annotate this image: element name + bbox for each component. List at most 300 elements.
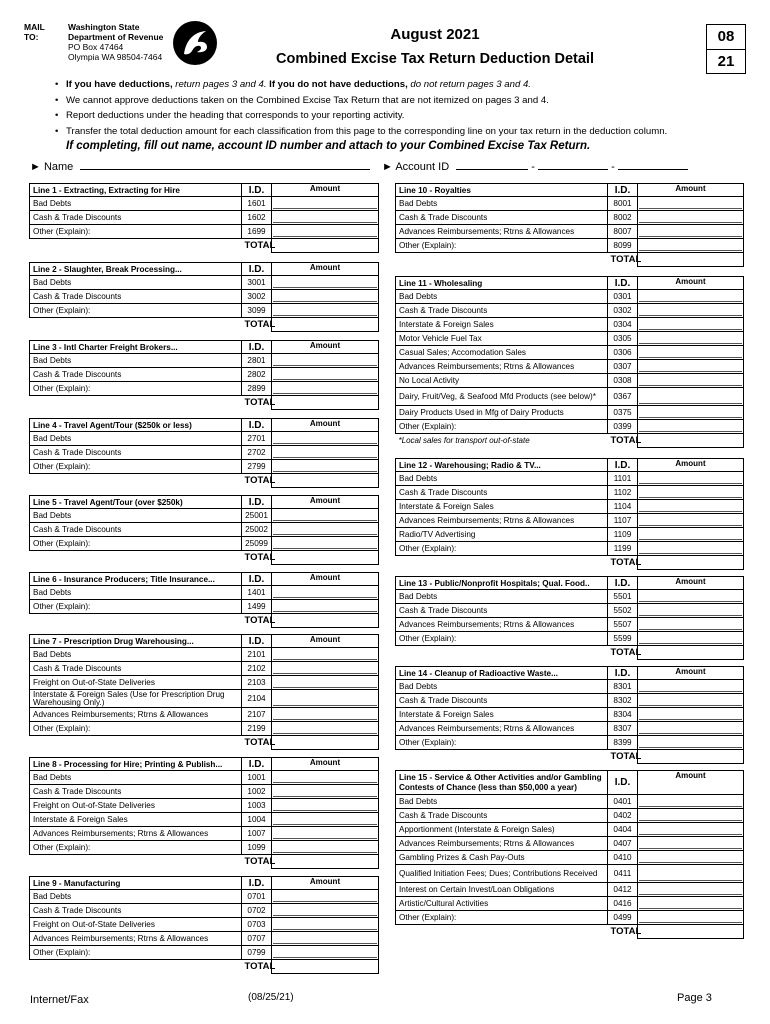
amount-input-0407[interactable] xyxy=(638,837,744,851)
section-footnote xyxy=(396,646,608,660)
amount-input-line xyxy=(273,947,377,958)
amount-input-3001[interactable] xyxy=(272,276,379,290)
deduction-label: Dairy Products Used in Mfg of Dairy Products xyxy=(396,406,608,420)
deduction-id: 1002 xyxy=(242,785,272,799)
total-amount-input[interactable] xyxy=(272,960,379,974)
amount-input-5599[interactable] xyxy=(638,632,744,646)
total-label: TOTAL xyxy=(244,475,276,487)
deduction-id: 0407 xyxy=(608,837,638,851)
amount-input-0308[interactable] xyxy=(638,374,744,388)
deduction-label: Cash & Trade Discounts xyxy=(30,904,242,918)
amount-input-8302[interactable] xyxy=(638,694,744,708)
amount-input-8301[interactable] xyxy=(638,680,744,694)
table-row xyxy=(30,648,379,662)
amount-input-25001[interactable] xyxy=(272,509,379,523)
deduction-id: 0703 xyxy=(242,918,272,932)
amount-input-0411[interactable] xyxy=(638,865,744,883)
id-column-header: I.D. xyxy=(242,496,272,509)
deduction-id: 0702 xyxy=(242,904,272,918)
amount-input-1601[interactable] xyxy=(272,197,379,211)
table-row xyxy=(396,837,744,851)
deduction-id: 2101 xyxy=(242,648,272,662)
account-id-field-1[interactable] xyxy=(456,160,528,170)
table-row xyxy=(30,841,379,855)
deduction-label: Cash & Trade Discounts xyxy=(396,486,608,500)
id-column-header: I.D. xyxy=(608,771,638,795)
address-line: Olympia WA 98504-7464 xyxy=(68,52,163,62)
deduction-id: 1003 xyxy=(242,799,272,813)
amount-input-0302[interactable] xyxy=(638,304,744,318)
amount-input-0702[interactable] xyxy=(272,904,379,918)
amount-input-0304[interactable] xyxy=(638,318,744,332)
section-title: Line 15 - Service & Other Activities and/or Gambling Contests of Chance (less than $50,000 a year) xyxy=(396,771,608,795)
deduction-id: 8302 xyxy=(608,694,638,708)
deduction-id: 0302 xyxy=(608,304,638,318)
deduction-label: Dairy, Fruit/Veg, & Seafood Mfd Products (see below)* xyxy=(396,388,608,406)
amount-input-2102[interactable] xyxy=(272,662,379,676)
total-row xyxy=(30,855,379,869)
table-row xyxy=(30,946,379,960)
amount-input-25099[interactable] xyxy=(272,537,379,551)
total-label: TOTAL xyxy=(610,254,642,266)
deduction-label: Other (Explain): xyxy=(396,911,608,925)
section-title: Line 13 - Public/Nonprofit Hospitals; Qual. Food.. xyxy=(396,577,608,590)
amount-input-8001[interactable] xyxy=(638,197,744,211)
table-row xyxy=(396,239,744,253)
deduction-id: 2799 xyxy=(242,460,272,474)
amount-input-0799[interactable] xyxy=(272,946,379,960)
amount-input-line xyxy=(639,633,742,644)
amount-input-line xyxy=(639,212,742,223)
amount-input-line xyxy=(273,677,377,688)
total-amount-input[interactable] xyxy=(638,434,744,448)
amount-input-2801[interactable] xyxy=(272,354,379,368)
section-title: Line 6 - Insurance Producers; Title Insurance... xyxy=(30,573,242,586)
total-row xyxy=(396,750,744,764)
account-id-field-3[interactable] xyxy=(618,160,688,170)
id-column-header: I.D. xyxy=(242,341,272,354)
deduction-label: Bad Debts xyxy=(396,590,608,604)
deduction-label: Advances Reimbursements; Rtrns & Allowances xyxy=(396,618,608,632)
table-row xyxy=(396,500,744,514)
deduction-label: Qualified Initiation Fees; Dues; Contributions Received xyxy=(396,865,608,883)
deduction-id: 0411 xyxy=(608,865,638,883)
deduction-id: 0308 xyxy=(608,374,638,388)
account-id-separator: - xyxy=(531,161,535,173)
deduction-label: Cash & Trade Discounts xyxy=(396,694,608,708)
deduction-id: 3099 xyxy=(242,304,272,318)
deduction-id: 2899 xyxy=(242,382,272,396)
total-amount-input[interactable] xyxy=(638,750,744,764)
amount-input-1007[interactable] xyxy=(272,827,379,841)
deduction-table-left-7 xyxy=(29,634,379,750)
amount-input-1602[interactable] xyxy=(272,211,379,225)
amount-input-line xyxy=(273,277,377,288)
amount-input-0707[interactable] xyxy=(272,932,379,946)
deduction-id: 3001 xyxy=(242,276,272,290)
deduction-table-right-5 xyxy=(395,666,744,764)
deduction-table-right-3 xyxy=(395,458,744,570)
amount-input-1003[interactable] xyxy=(272,799,379,813)
section-title: Line 7 - Prescription Drug Warehousing... xyxy=(30,635,242,648)
table-row xyxy=(30,523,379,537)
deduction-label: Interstate & Foreign Sales xyxy=(396,500,608,514)
amount-input-line xyxy=(639,361,742,372)
deduction-label: Interstate & Foreign Sales xyxy=(396,318,608,332)
deduction-table-left-1 xyxy=(29,183,379,253)
amount-input-8002[interactable] xyxy=(638,211,744,225)
deduction-label: Other (Explain): xyxy=(30,537,242,551)
amount-input-line xyxy=(639,473,742,484)
section-title: Line 9 - Manufacturing xyxy=(30,877,242,890)
amount-input-3002[interactable] xyxy=(272,290,379,304)
deduction-id: 0499 xyxy=(608,911,638,925)
amount-column-header: Amount xyxy=(272,758,379,771)
amount-input-1499[interactable] xyxy=(272,600,379,614)
amount-input-1099[interactable] xyxy=(272,841,379,855)
deduction-id: 0307 xyxy=(608,360,638,374)
amount-input-line xyxy=(273,649,377,660)
total-amount-input[interactable] xyxy=(272,736,379,750)
total-amount-input[interactable] xyxy=(638,253,744,267)
table-row xyxy=(396,851,744,865)
amount-input-2107[interactable] xyxy=(272,708,379,722)
table-row xyxy=(396,618,744,632)
amount-input-2199[interactable] xyxy=(272,722,379,736)
id-column-header: I.D. xyxy=(242,184,272,197)
deduction-id: 1102 xyxy=(608,486,638,500)
amount-input-5501[interactable] xyxy=(638,590,744,604)
deduction-label: Other (Explain): xyxy=(30,382,242,396)
table-row xyxy=(30,304,379,318)
amount-input-line xyxy=(639,695,742,706)
deduction-id: 25099 xyxy=(242,537,272,551)
deduction-id: 1099 xyxy=(242,841,272,855)
instruction-item: • Transfer the total deduction amount for each classification from this page to the corresponding line on your tax return in the deduction column. xyxy=(66,124,667,140)
amount-input-8399[interactable] xyxy=(638,736,744,750)
table-row xyxy=(396,694,744,708)
deduction-id: 0306 xyxy=(608,346,638,360)
amount-input-25002[interactable] xyxy=(272,523,379,537)
deduction-label: Advances Reimbursements; Rtrns & Allowances xyxy=(30,708,242,722)
section-footnote xyxy=(30,239,242,253)
footer-page-number: Page 3 xyxy=(677,992,712,1004)
deduction-label: Bad Debts xyxy=(30,276,242,290)
amount-input-1004[interactable] xyxy=(272,813,379,827)
footer-revision-date: (08/25/21) xyxy=(248,992,294,1003)
instruction-item: • Report deductions under the heading that corresponds to your reporting activity. xyxy=(66,108,667,124)
deduction-label: Advances Reimbursements; Rtrns & Allowances xyxy=(396,514,608,528)
deduction-label: Cash & Trade Discounts xyxy=(30,662,242,676)
total-label: TOTAL xyxy=(244,615,276,627)
amount-input-0307[interactable] xyxy=(638,360,744,374)
amount-input-line xyxy=(639,723,742,734)
total-label: TOTAL xyxy=(610,435,642,447)
amount-input-line xyxy=(273,447,377,458)
total-amount-input[interactable] xyxy=(272,474,379,488)
table-row xyxy=(30,225,379,239)
total-amount-input[interactable] xyxy=(272,614,379,628)
amount-input-2701[interactable] xyxy=(272,432,379,446)
deduction-id: 2802 xyxy=(242,368,272,382)
deduction-id: 1104 xyxy=(608,500,638,514)
instruction-bold: If you do not have deductions, xyxy=(269,79,411,90)
section-footnote xyxy=(30,396,242,410)
amount-input-1199[interactable] xyxy=(638,542,744,556)
amount-input-2101[interactable] xyxy=(272,648,379,662)
total-label: TOTAL xyxy=(244,552,276,564)
deduction-label: Bad Debts xyxy=(396,290,608,304)
amount-input-line xyxy=(273,691,377,706)
total-label: TOTAL xyxy=(244,856,276,868)
amount-input-3099[interactable] xyxy=(272,304,379,318)
amount-input-1699[interactable] xyxy=(272,225,379,239)
deduction-id: 5507 xyxy=(608,618,638,632)
amount-input-5502[interactable] xyxy=(638,604,744,618)
amount-input-0401[interactable] xyxy=(638,795,744,809)
total-row xyxy=(30,474,379,488)
deduction-id: 5501 xyxy=(608,590,638,604)
amount-input-0367[interactable] xyxy=(638,388,744,406)
amount-input-1107[interactable] xyxy=(638,514,744,528)
deduction-label: Other (Explain): xyxy=(30,722,242,736)
deduction-label: Bad Debts xyxy=(30,509,242,523)
amount-input-line xyxy=(639,407,742,418)
total-amount-input[interactable] xyxy=(272,855,379,869)
deduction-id: 1199 xyxy=(608,542,638,556)
id-column-header: I.D. xyxy=(608,277,638,290)
amount-input-line xyxy=(639,709,742,720)
deduction-id: 1004 xyxy=(242,813,272,827)
amount-input-2104[interactable] xyxy=(272,690,379,708)
amount-input-0402[interactable] xyxy=(638,809,744,823)
amount-column-header: Amount xyxy=(272,184,379,197)
deduction-id: 5599 xyxy=(608,632,638,646)
form-period: August 2021 xyxy=(390,26,480,43)
amount-input-0399[interactable] xyxy=(638,420,744,434)
amount-input-2702[interactable] xyxy=(272,446,379,460)
amount-input-2103[interactable] xyxy=(272,676,379,690)
amount-input-0305[interactable] xyxy=(638,332,744,346)
amount-input-line xyxy=(273,587,377,598)
total-label: TOTAL xyxy=(244,397,276,409)
amount-input-line xyxy=(273,538,377,549)
amount-input-0404[interactable] xyxy=(638,823,744,837)
table-row xyxy=(396,318,744,332)
total-label: TOTAL xyxy=(244,961,276,973)
section-footnote xyxy=(30,318,242,332)
deduction-id: 1499 xyxy=(242,600,272,614)
deduction-label: Other (Explain): xyxy=(396,542,608,556)
amount-input-1102[interactable] xyxy=(638,486,744,500)
amount-input-0701[interactable] xyxy=(272,890,379,904)
deduction-label: Cash & Trade Discounts xyxy=(30,368,242,382)
deduction-id: 0701 xyxy=(242,890,272,904)
instruction-italic: return pages 3 and 4. xyxy=(175,79,270,90)
amount-input-0410[interactable] xyxy=(638,851,744,865)
deduction-table-left-5 xyxy=(29,495,379,565)
table-row xyxy=(30,918,379,932)
amount-input-8304[interactable] xyxy=(638,708,744,722)
id-column-header: I.D. xyxy=(608,459,638,472)
amount-input-line xyxy=(273,212,377,223)
table-row xyxy=(30,197,379,211)
amount-input-line xyxy=(639,543,742,554)
total-row xyxy=(396,925,744,939)
amount-input-line xyxy=(639,501,742,512)
amount-input-line xyxy=(639,838,742,849)
amount-input-1109[interactable] xyxy=(638,528,744,542)
deduction-id: 25002 xyxy=(242,523,272,537)
total-row xyxy=(30,736,379,750)
table-row xyxy=(396,360,744,374)
amount-input-1104[interactable] xyxy=(638,500,744,514)
total-amount-input[interactable] xyxy=(272,239,379,253)
amount-input-2799[interactable] xyxy=(272,460,379,474)
amount-input-2899[interactable] xyxy=(272,382,379,396)
table-row xyxy=(396,528,744,542)
table-row xyxy=(30,382,379,396)
deduction-label: Advances Reimbursements; Rtrns & Allowances xyxy=(396,722,608,736)
account-id-row xyxy=(382,160,688,173)
table-row xyxy=(396,225,744,239)
amount-input-2802[interactable] xyxy=(272,368,379,382)
total-amount-input[interactable] xyxy=(272,551,379,565)
amount-input-line xyxy=(639,515,742,526)
deduction-table-left-3 xyxy=(29,340,379,410)
amount-input-line xyxy=(639,591,742,602)
amount-input-line xyxy=(273,814,377,825)
form-year: 21 xyxy=(707,49,745,73)
amount-input-line xyxy=(273,524,377,535)
total-amount-input[interactable] xyxy=(638,646,744,660)
table-row xyxy=(30,368,379,382)
table-row xyxy=(396,883,744,897)
amount-column-header: Amount xyxy=(638,184,744,197)
deduction-id: 1107 xyxy=(608,514,638,528)
deduction-table-left-2 xyxy=(29,262,379,332)
table-row xyxy=(396,472,744,486)
amount-input-0375[interactable] xyxy=(638,406,744,420)
deduction-id: 25001 xyxy=(242,509,272,523)
amount-input-line xyxy=(273,510,377,521)
amount-input-8099[interactable] xyxy=(638,239,744,253)
amount-input-line xyxy=(639,912,742,923)
section-footnote: *Local sales for transport out-of-state xyxy=(398,436,530,446)
amount-input-0306[interactable] xyxy=(638,346,744,360)
name-field[interactable] xyxy=(80,160,370,170)
table-row xyxy=(396,486,744,500)
deduction-label: Bad Debts xyxy=(396,197,608,211)
amount-input-line xyxy=(639,198,742,209)
deduction-id: 1109 xyxy=(608,528,638,542)
amount-column-header: Amount xyxy=(638,277,744,290)
total-amount-input[interactable] xyxy=(272,318,379,332)
amount-input-1002[interactable] xyxy=(272,785,379,799)
deduction-table-left-9 xyxy=(29,876,379,974)
total-row xyxy=(396,646,744,660)
amount-input-line xyxy=(273,305,377,316)
account-id-field-2[interactable] xyxy=(538,160,608,170)
table-row xyxy=(30,446,379,460)
amount-input-1001[interactable] xyxy=(272,771,379,785)
amount-input-line xyxy=(273,919,377,930)
amount-input-line xyxy=(639,291,742,302)
total-amount-input[interactable] xyxy=(638,925,744,939)
amount-input-5507[interactable] xyxy=(638,618,744,632)
amount-input-0703[interactable] xyxy=(272,918,379,932)
table-row xyxy=(396,911,744,925)
table-row xyxy=(30,290,379,304)
table-row xyxy=(30,785,379,799)
amount-column-header: Amount xyxy=(272,496,379,509)
amount-input-line xyxy=(273,891,377,902)
amount-input-8007[interactable] xyxy=(638,225,744,239)
deduction-id: 0305 xyxy=(608,332,638,346)
section-footnote xyxy=(30,551,242,565)
deduction-label: Other (Explain): xyxy=(396,736,608,750)
amount-input-line xyxy=(639,737,742,748)
deduction-label: Bad Debts xyxy=(30,890,242,904)
table-row xyxy=(396,290,744,304)
table-row xyxy=(30,771,379,785)
total-amount-input[interactable] xyxy=(638,556,744,570)
deduction-id: 1699 xyxy=(242,225,272,239)
amount-input-0499[interactable] xyxy=(638,911,744,925)
total-row xyxy=(396,434,744,448)
deduction-label: Other (Explain): xyxy=(396,239,608,253)
table-row xyxy=(30,904,379,918)
deduction-label: Freight on Out-of-State Deliveries xyxy=(30,799,242,813)
table-row xyxy=(396,897,744,911)
mail-to-label: MAIL TO: xyxy=(24,22,45,42)
total-label: TOTAL xyxy=(610,926,642,938)
amount-input-0416[interactable] xyxy=(638,897,744,911)
section-footnote xyxy=(30,960,242,974)
table-row xyxy=(396,420,744,434)
amount-input-line xyxy=(273,709,377,720)
section-title: Line 8 - Processing for Hire; Printing & Publish... xyxy=(30,758,242,771)
amount-input-0412[interactable] xyxy=(638,883,744,897)
total-amount-input[interactable] xyxy=(272,396,379,410)
deduction-label: Bad Debts xyxy=(396,472,608,486)
deduction-label: Cash & Trade Discounts xyxy=(30,290,242,304)
deduction-id: 0707 xyxy=(242,932,272,946)
total-label: TOTAL xyxy=(610,557,642,569)
total-row xyxy=(30,960,379,974)
amount-input-1401[interactable] xyxy=(272,586,379,600)
amount-input-line xyxy=(639,305,742,316)
deduction-label: Other (Explain): xyxy=(30,225,242,239)
total-row xyxy=(396,556,744,570)
amount-input-0301[interactable] xyxy=(638,290,744,304)
deduction-label: Freight on Out-of-State Deliveries xyxy=(30,676,242,690)
section-title: Line 5 - Travel Agent/Tour (over $250k) xyxy=(30,496,242,509)
deduction-label: Bad Debts xyxy=(30,586,242,600)
deduction-label: Advances Reimbursements; Rtrns & Allowances xyxy=(30,827,242,841)
deduction-label: Artistic/Cultural Activities xyxy=(396,897,608,911)
amount-input-8307[interactable] xyxy=(638,722,744,736)
table-row xyxy=(30,932,379,946)
deduction-label: Interstate & Foreign Sales xyxy=(30,813,242,827)
deduction-id: 1101 xyxy=(608,472,638,486)
amount-input-line xyxy=(639,240,742,251)
amount-column-header: Amount xyxy=(272,419,379,432)
amount-input-1101[interactable] xyxy=(638,472,744,486)
dor-logo-icon xyxy=(172,20,218,66)
deduction-id: 0301 xyxy=(608,290,638,304)
deduction-id: 2107 xyxy=(242,708,272,722)
